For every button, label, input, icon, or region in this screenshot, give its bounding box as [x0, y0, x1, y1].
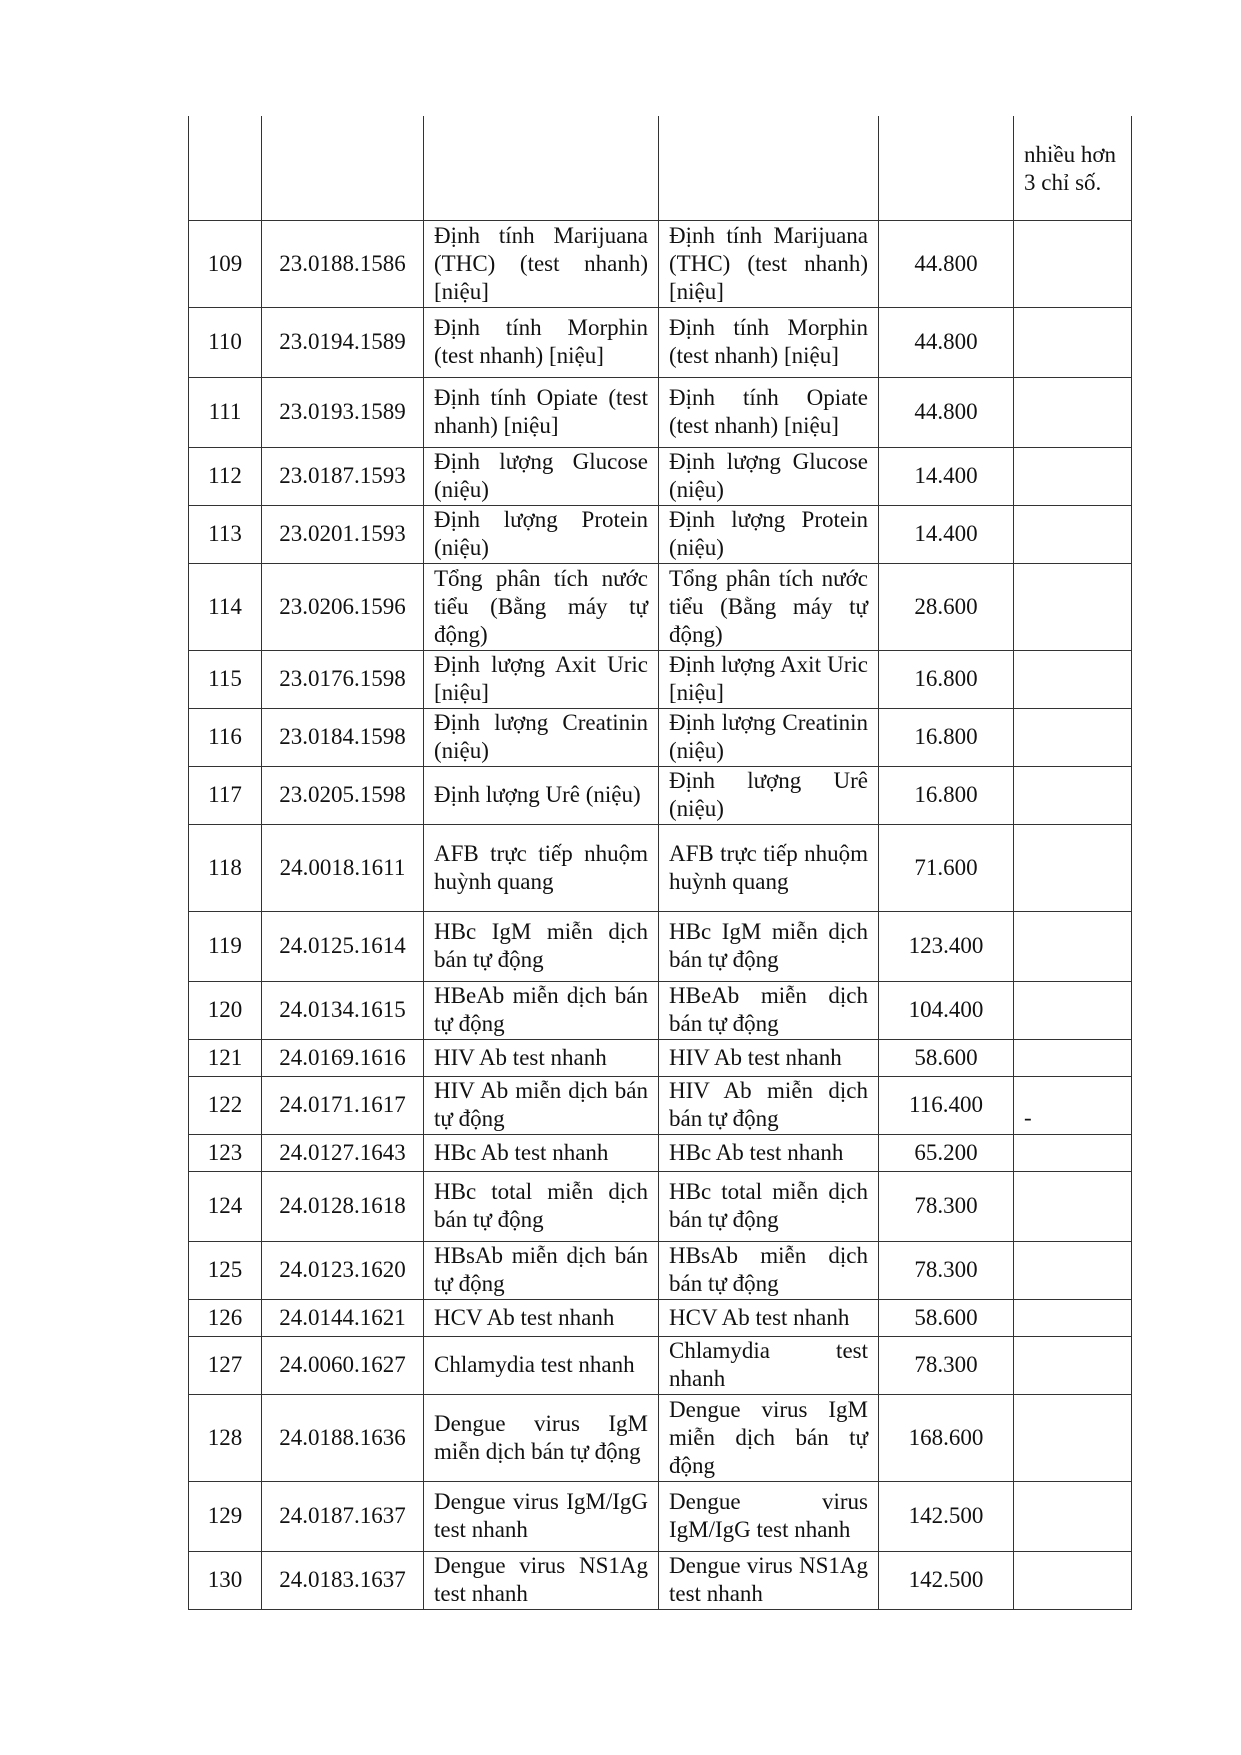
cell-name2: HBc IgM miễn dịch bán tự động — [659, 911, 879, 981]
cell-name2 — [659, 116, 879, 220]
cell-price: 14.400 — [879, 447, 1014, 505]
cell-name: Định lượng Urê (niệu) — [424, 766, 659, 824]
cell-name2: AFB trực tiếp nhuộm huỳnh quang — [659, 824, 879, 911]
cell-name2: Tổng phân tích nước tiểu (Bằng máy tự động) — [659, 563, 879, 650]
cell-stt: 121 — [189, 1039, 262, 1076]
cell-code: 23.0193.1589 — [262, 377, 424, 447]
cell-code: 24.0144.1621 — [262, 1299, 424, 1336]
cell-note — [1014, 1551, 1132, 1609]
cell-note — [1014, 505, 1132, 563]
cell-price: 123.400 — [879, 911, 1014, 981]
cell-note — [1014, 650, 1132, 708]
cell-price: 78.300 — [879, 1336, 1014, 1394]
cell-note — [1014, 307, 1132, 377]
cell-name2: Định lượng Protein (niệu) — [659, 505, 879, 563]
cell-stt: 115 — [189, 650, 262, 708]
cell-name2: Dengue virus IgM/IgG test nhanh — [659, 1481, 879, 1551]
table-row — [189, 1241, 1132, 1299]
cell-note — [1014, 1171, 1132, 1241]
table-row — [189, 1551, 1132, 1609]
cell-code: 24.0125.1614 — [262, 911, 424, 981]
cell-code: 24.0169.1616 — [262, 1039, 424, 1076]
cell-stt: 123 — [189, 1134, 262, 1171]
cell-note — [1014, 563, 1132, 650]
cell-note — [1014, 824, 1132, 911]
cell-stt — [189, 116, 262, 220]
cell-stt: 109 — [189, 220, 262, 307]
cell-code: 23.0194.1589 — [262, 307, 424, 377]
cell-stt: 130 — [189, 1551, 262, 1609]
cell-code: 24.0127.1643 — [262, 1134, 424, 1171]
cell-name: Định lượng Axit Uric [niệu] — [424, 650, 659, 708]
cell-price: 142.500 — [879, 1551, 1014, 1609]
cell-name2: Chlamydia test nhanh — [659, 1336, 879, 1394]
cell-name2: HBeAb miễn dịch bán tự động — [659, 981, 879, 1039]
cell-name2: HCV Ab test nhanh — [659, 1299, 879, 1336]
cell-name: HCV Ab test nhanh — [424, 1299, 659, 1336]
cell-code — [262, 116, 424, 220]
table-row — [189, 1394, 1132, 1481]
cell-price: 58.600 — [879, 1299, 1014, 1336]
cell-stt: 111 — [189, 377, 262, 447]
cell-note — [1014, 1481, 1132, 1551]
cell-note — [1014, 1394, 1132, 1481]
cell-name: Tổng phân tích nước tiểu (Bằng máy tự động) — [424, 563, 659, 650]
table-row — [189, 981, 1132, 1039]
cell-note — [1014, 766, 1132, 824]
cell-stt: 118 — [189, 824, 262, 911]
cell-name2: Định lượng Creatinin (niệu) — [659, 708, 879, 766]
cell-name: HBeAb miễn dịch bán tự động — [424, 981, 659, 1039]
cell-price: 14.400 — [879, 505, 1014, 563]
cell-price: 116.400 — [879, 1076, 1014, 1134]
cell-name: Định tính Marijuana (THC) (test nhanh) [niệu] — [424, 220, 659, 307]
cell-code: 23.0187.1593 — [262, 447, 424, 505]
cell-code: 23.0205.1598 — [262, 766, 424, 824]
table-row — [189, 307, 1132, 377]
cell-stt: 122 — [189, 1076, 262, 1134]
cell-stt: 126 — [189, 1299, 262, 1336]
cell-stt: 114 — [189, 563, 262, 650]
cell-price: 71.600 — [879, 824, 1014, 911]
cell-price: 44.800 — [879, 220, 1014, 307]
cell-name2: HIV Ab miễn dịch bán tự động — [659, 1076, 879, 1134]
cell-price: 142.500 — [879, 1481, 1014, 1551]
cell-price: 16.800 — [879, 766, 1014, 824]
cell-name2: Dengue virus NS1Ag test nhanh — [659, 1551, 879, 1609]
cell-price: 65.200 — [879, 1134, 1014, 1171]
cell-note-continuation: nhiều hơn 3 chỉ số. — [1014, 116, 1132, 220]
cell-code: 23.0206.1596 — [262, 563, 424, 650]
cell-note: - — [1014, 1076, 1132, 1134]
table-row — [189, 911, 1132, 981]
table-row — [189, 1134, 1132, 1171]
table-row — [189, 766, 1132, 824]
cell-code: 23.0184.1598 — [262, 708, 424, 766]
cell-code: 23.0176.1598 — [262, 650, 424, 708]
table-row — [189, 220, 1132, 307]
cell-stt: 127 — [189, 1336, 262, 1394]
cell-stt: 119 — [189, 911, 262, 981]
cell-stt: 120 — [189, 981, 262, 1039]
cell-name: Dengue virus IgM miễn dịch bán tự động — [424, 1394, 659, 1481]
cell-stt: 128 — [189, 1394, 262, 1481]
cell-note — [1014, 447, 1132, 505]
cell-code: 24.0187.1637 — [262, 1481, 424, 1551]
cell-name2: Định tính Morphin (test nhanh) [niệu] — [659, 307, 879, 377]
cell-price: 28.600 — [879, 563, 1014, 650]
cell-name2: HBsAb miễn dịch bán tự động — [659, 1241, 879, 1299]
cell-price: 104.400 — [879, 981, 1014, 1039]
cell-note — [1014, 1336, 1132, 1394]
cell-code: 23.0201.1593 — [262, 505, 424, 563]
table-row — [189, 563, 1132, 650]
cell-name: AFB trực tiếp nhuộm huỳnh quang — [424, 824, 659, 911]
cell-name: HBc total miễn dịch bán tự động — [424, 1171, 659, 1241]
cell-name2: Định lượng Glucose (niệu) — [659, 447, 879, 505]
cell-price: 44.800 — [879, 377, 1014, 447]
table-row — [189, 1336, 1132, 1394]
cell-name: Định lượng Glucose (niệu) — [424, 447, 659, 505]
table-row — [189, 1299, 1132, 1336]
cell-stt: 113 — [189, 505, 262, 563]
cell-code: 23.0188.1586 — [262, 220, 424, 307]
cell-code: 24.0018.1611 — [262, 824, 424, 911]
cell-stt: 110 — [189, 307, 262, 377]
cell-name2: HIV Ab test nhanh — [659, 1039, 879, 1076]
cell-name2: Định tính Opiate (test nhanh) [niệu] — [659, 377, 879, 447]
cell-price: 16.800 — [879, 650, 1014, 708]
cell-name: HBsAb miễn dịch bán tự động — [424, 1241, 659, 1299]
cell-code: 24.0134.1615 — [262, 981, 424, 1039]
cell-code: 24.0183.1637 — [262, 1551, 424, 1609]
cell-name: Định tính Opiate (test nhanh) [niệu] — [424, 377, 659, 447]
cell-price: 78.300 — [879, 1241, 1014, 1299]
cell-name: HIV Ab miễn dịch bán tự động — [424, 1076, 659, 1134]
cell-name: Định lượng Creatinin (niệu) — [424, 708, 659, 766]
cell-note — [1014, 1039, 1132, 1076]
cell-name2: Định tính Marijuana (THC) (test nhanh) [niệu] — [659, 220, 879, 307]
cell-note — [1014, 1134, 1132, 1171]
cell-code: 24.0060.1627 — [262, 1336, 424, 1394]
cell-note — [1014, 377, 1132, 447]
cell-stt: 129 — [189, 1481, 262, 1551]
cell-name: HBc IgM miễn dịch bán tự động — [424, 911, 659, 981]
cell-name2: Định lượng Urê (niệu) — [659, 766, 879, 824]
cell-name2: Định lượng Axit Uric [niệu] — [659, 650, 879, 708]
table-row — [189, 505, 1132, 563]
cell-price: 16.800 — [879, 708, 1014, 766]
cell-name2: Dengue virus IgM miễn dịch bán tự động — [659, 1394, 879, 1481]
price-table — [188, 116, 1132, 1610]
table-row — [189, 650, 1132, 708]
cell-stt: 124 — [189, 1171, 262, 1241]
cell-note — [1014, 911, 1132, 981]
cell-price: 44.800 — [879, 307, 1014, 377]
table-row — [189, 1039, 1132, 1076]
cell-name: Định lượng Protein (niệu) — [424, 505, 659, 563]
cell-code: 24.0128.1618 — [262, 1171, 424, 1241]
table-row — [189, 708, 1132, 766]
cell-code: 24.0171.1617 — [262, 1076, 424, 1134]
cell-note — [1014, 981, 1132, 1039]
table-row — [189, 447, 1132, 505]
cell-code: 24.0188.1636 — [262, 1394, 424, 1481]
cell-name2: HBc total miễn dịch bán tự động — [659, 1171, 879, 1241]
cell-note — [1014, 220, 1132, 307]
continuation-row — [189, 116, 1132, 220]
cell-stt: 117 — [189, 766, 262, 824]
cell-name2: HBc Ab test nhanh — [659, 1134, 879, 1171]
cell-name: Định tính Morphin (test nhanh) [niệu] — [424, 307, 659, 377]
cell-price: 78.300 — [879, 1171, 1014, 1241]
cell-stt: 125 — [189, 1241, 262, 1299]
cell-name: HIV Ab test nhanh — [424, 1039, 659, 1076]
table-row — [189, 1481, 1132, 1551]
cell-note — [1014, 1241, 1132, 1299]
cell-name: Dengue virus NS1Ag test nhanh — [424, 1551, 659, 1609]
cell-note — [1014, 1299, 1132, 1336]
table-row — [189, 824, 1132, 911]
cell-price: 58.600 — [879, 1039, 1014, 1076]
table-row — [189, 1076, 1132, 1134]
cell-note — [1014, 708, 1132, 766]
table-row — [189, 1171, 1132, 1241]
cell-name: Dengue virus IgM/IgG test nhanh — [424, 1481, 659, 1551]
cell-code: 24.0123.1620 — [262, 1241, 424, 1299]
cell-price — [879, 116, 1014, 220]
cell-stt: 116 — [189, 708, 262, 766]
cell-name — [424, 116, 659, 220]
price-table-body — [189, 116, 1132, 1609]
table-row — [189, 377, 1132, 447]
cell-stt: 112 — [189, 447, 262, 505]
cell-name: Chlamydia test nhanh — [424, 1336, 659, 1394]
cell-price: 168.600 — [879, 1394, 1014, 1481]
cell-name: HBc Ab test nhanh — [424, 1134, 659, 1171]
